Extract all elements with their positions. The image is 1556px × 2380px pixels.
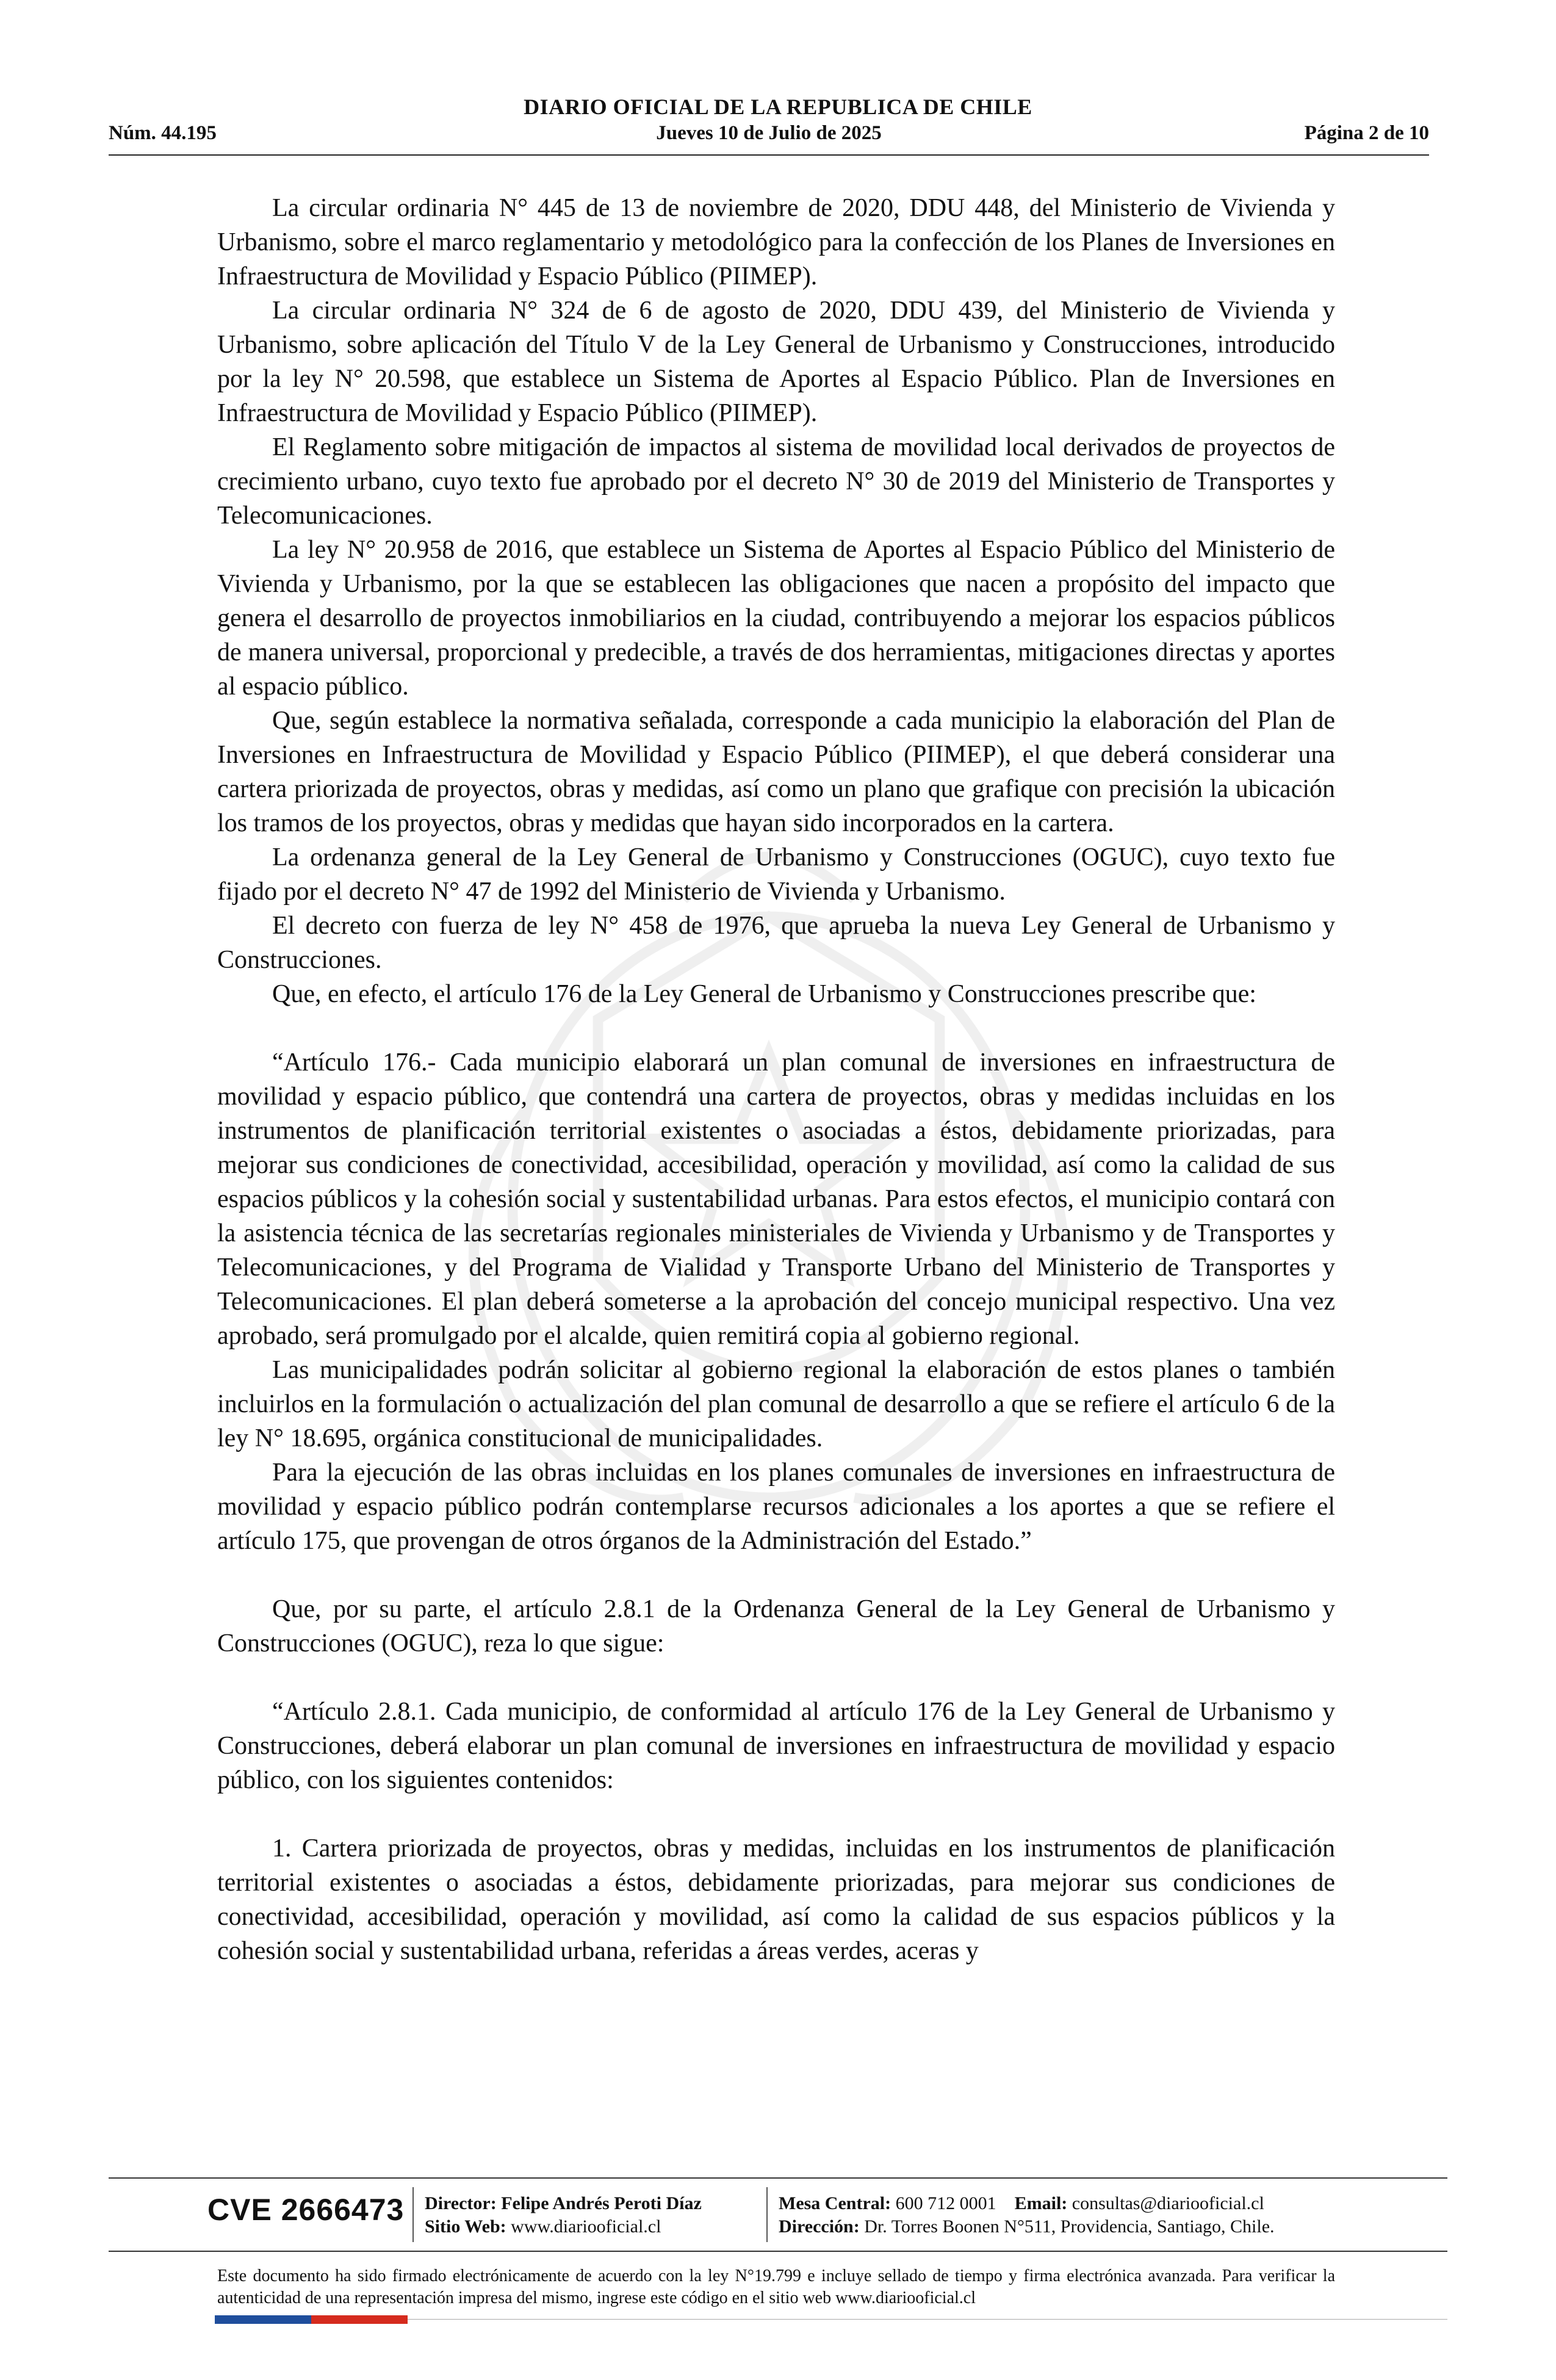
legal-notice: Este documento ha sido firmado electrónicamente de acuerdo con la ley N°19.799 e incluye sellado de tiempo y firma electrónica avanzada. Para verificar la autenticidad de una representación impresa del mismo, ingrese este código en el sitio web www.diariooficial.cl	[217, 2266, 1335, 2307]
footer-separator	[766, 2187, 768, 2242]
body-paragraph: Que, por su parte, el artículo 2.8.1 de la Ordenanza General de la Ley General de Urbanismo y Construcciones (OGUC), reza lo que sigue:	[217, 1595, 1335, 1657]
body-paragraph: La circular ordinaria N° 324 de 6 de agosto de 2020, DDU 439, del Ministerio de Vivienda y Urbanismo, sobre aplicación del Título V de la Ley General de Urbanismo y Construcciones, introducido por la ley N° 20.598, que establece un Sistema de Aportes al Espacio Público. Plan de Inversiones en Infraestructura de Movilidad y Espacio Público (PIIMEP).	[217, 297, 1335, 427]
director-info	[425, 2192, 702, 2238]
body-paragraph: La ordenanza general de la Ley General de Urbanismo y Construcciones (OGUC), cuyo texto fue fijado por el decreto N° 47 de 1992 del Ministerio de Vivienda y Urbanismo.	[217, 843, 1335, 906]
flag-stripe-red	[311, 2315, 408, 2324]
page-number: Página 2 de 10	[1304, 122, 1429, 144]
website-label: Sitio Web:	[425, 2216, 506, 2237]
address-label: Dirección:	[779, 2216, 860, 2237]
director-name: Felipe Andrés Peroti Díaz	[501, 2193, 702, 2213]
body-paragraph: 1. Cartera priorizada de proyectos, obras y medidas, incluidas en los instrumentos de planificación territorial existentes o asociadas a éstos, debidamente priorizadas, para mejorar sus condiciones de conectividad, accesibilidad, operación y movilidad, así como la calidad de sus espacios públicos y la cohesión social y sustentabilidad urbana, referidas a áreas verdes, aceras y	[217, 1834, 1335, 1965]
document-body	[217, 191, 1335, 1968]
body-paragraph: El decreto con fuerza de ley N° 458 de 1976, que aprueba la nueva Ley General de Urbanismo y Construcciones.	[217, 912, 1335, 974]
body-paragraph: “Artículo 176.- Cada municipio elaborará un plan comunal de inversiones en infraestructura de movilidad y espacio público, que contendrá una cartera de proyectos, obras y medidas incluidas en los instrumentos de planificación territorial existentes o asociadas a éstos, debidamente priorizadas, para mejorar sus condiciones de conectividad, accesibilidad, operación y movilidad, así como la calidad de sus espacios públicos y la cohesión social y sustentabilidad urbanas. Para estos efectos, el municipio contará con la asistencia técnica de las secretarías regionales ministeriales de Vivienda y Urbanismo y de Transportes y Telecomunicaciones, y del Programa de Vialidad y Transporte Urbano del Ministerio de Transportes y Telecomunicaciones. El plan deberá someterse a la aprobación del concejo municipal respectivo. Una vez aprobado, será promulgado por el alcalde, quien remitirá copia al gobierno regional.	[217, 1048, 1335, 1350]
issue-number: Núm. 44.195	[109, 122, 217, 144]
footer-middle-divider	[109, 2251, 1447, 2252]
website-link[interactable]: www.diariooficial.cl	[511, 2216, 661, 2237]
body-paragraph: Las municipalidades podrán solicitar al gobierno regional la elaboración de estos planes o también incluirlos en la formulación o actualización del plan comunal de desarrollo a que se refiere el artículo 6 de la ley N° 18.695, orgánica constitucional de municipalidades.	[217, 1356, 1335, 1452]
body-paragraph: Que, según establece la normativa señalada, corresponde a cada municipio la elaboración del Plan de Inversiones en Infraestructura de Movilidad y Espacio Público (PIIMEP), el que deberá considerar una cartera priorizada de proyectos, obras y medidas, así como un plano que grafique con precisión la ubicación los tramos de los proyectos, obras y medidas que hayan sido incorporados en la cartera.	[217, 707, 1335, 837]
body-paragraph: “Artículo 2.8.1. Cada municipio, de conformidad al artículo 176 de la Ley General de Urbanismo y Construcciones, deberá elaborar un plan comunal de inversiones en infraestructura de movilidad y espacio público, con los siguientes contenidos:	[217, 1698, 1335, 1794]
body-paragraph: Que, en efecto, el artículo 176 de la Ley General de Urbanismo y Construcciones prescribe que:	[272, 980, 1256, 1008]
phone-label: Mesa Central:	[779, 2193, 891, 2213]
contact-info	[779, 2192, 1275, 2238]
header-divider	[109, 154, 1429, 156]
director-label: Director:	[425, 2193, 497, 2213]
body-paragraph: La ley N° 20.958 de 2016, que establece un Sistema de Aportes al Espacio Público del Ministerio de Vivienda y Urbanismo, por la que se establecen las obligaciones que nacen a propósito del impacto que genera el desarrollo de proyectos inmobiliarios en la ciudad, contribuyendo a mejorar los espacios públicos de manera universal, proporcional y predecible, a través de dos herramientas, mitigaciones directas y aportes al espacio público.	[217, 536, 1335, 701]
body-paragraph: Para la ejecución de las obras incluidas en los planes comunales de inversiones en infraestructura de movilidad y espacio público podrán contemplarse recursos adicionales a los aportes a que se refiere el artículo 175, que provengan de otros órganos de la Administración del Estado.”	[217, 1459, 1335, 1555]
address-text: Dr. Torres Boonen N°511, Providencia, Santiago, Chile.	[864, 2216, 1275, 2237]
flag-stripe-blue	[215, 2315, 311, 2324]
email-link[interactable]: consultas@diariooficial.cl	[1072, 2193, 1264, 2213]
footer-bottom-divider	[408, 2319, 1447, 2320]
publication-title: DIARIO OFICIAL DE LA REPUBLICA DE CHILE	[524, 95, 1032, 119]
phone-number: 600 712 0001	[895, 2193, 996, 2213]
cve-code: CVE 2666473	[207, 2193, 405, 2227]
body-paragraph: El Reglamento sobre mitigación de impactos al sistema de movilidad local derivados de proyectos de crecimiento urbano, cuyo texto fue aprobado por el decreto N° 30 de 2019 del Ministerio de Transportes y Telecomunicaciones.	[217, 433, 1335, 530]
footer-separator	[412, 2187, 414, 2242]
page-header	[109, 122, 1429, 150]
email-label: Email:	[1014, 2193, 1068, 2213]
body-paragraph: La circular ordinaria N° 445 de 13 de noviembre de 2020, DDU 448, del Ministerio de Vivienda y Urbanismo, sobre el marco reglamentario y metodológico para la confección de los Planes de Inversiones en Infraestructura de Movilidad y Espacio Público (PIIMEP).	[217, 194, 1335, 290]
issue-date: Jueves 10 de Julio de 2025	[656, 122, 882, 144]
footer-top-divider	[109, 2177, 1447, 2179]
